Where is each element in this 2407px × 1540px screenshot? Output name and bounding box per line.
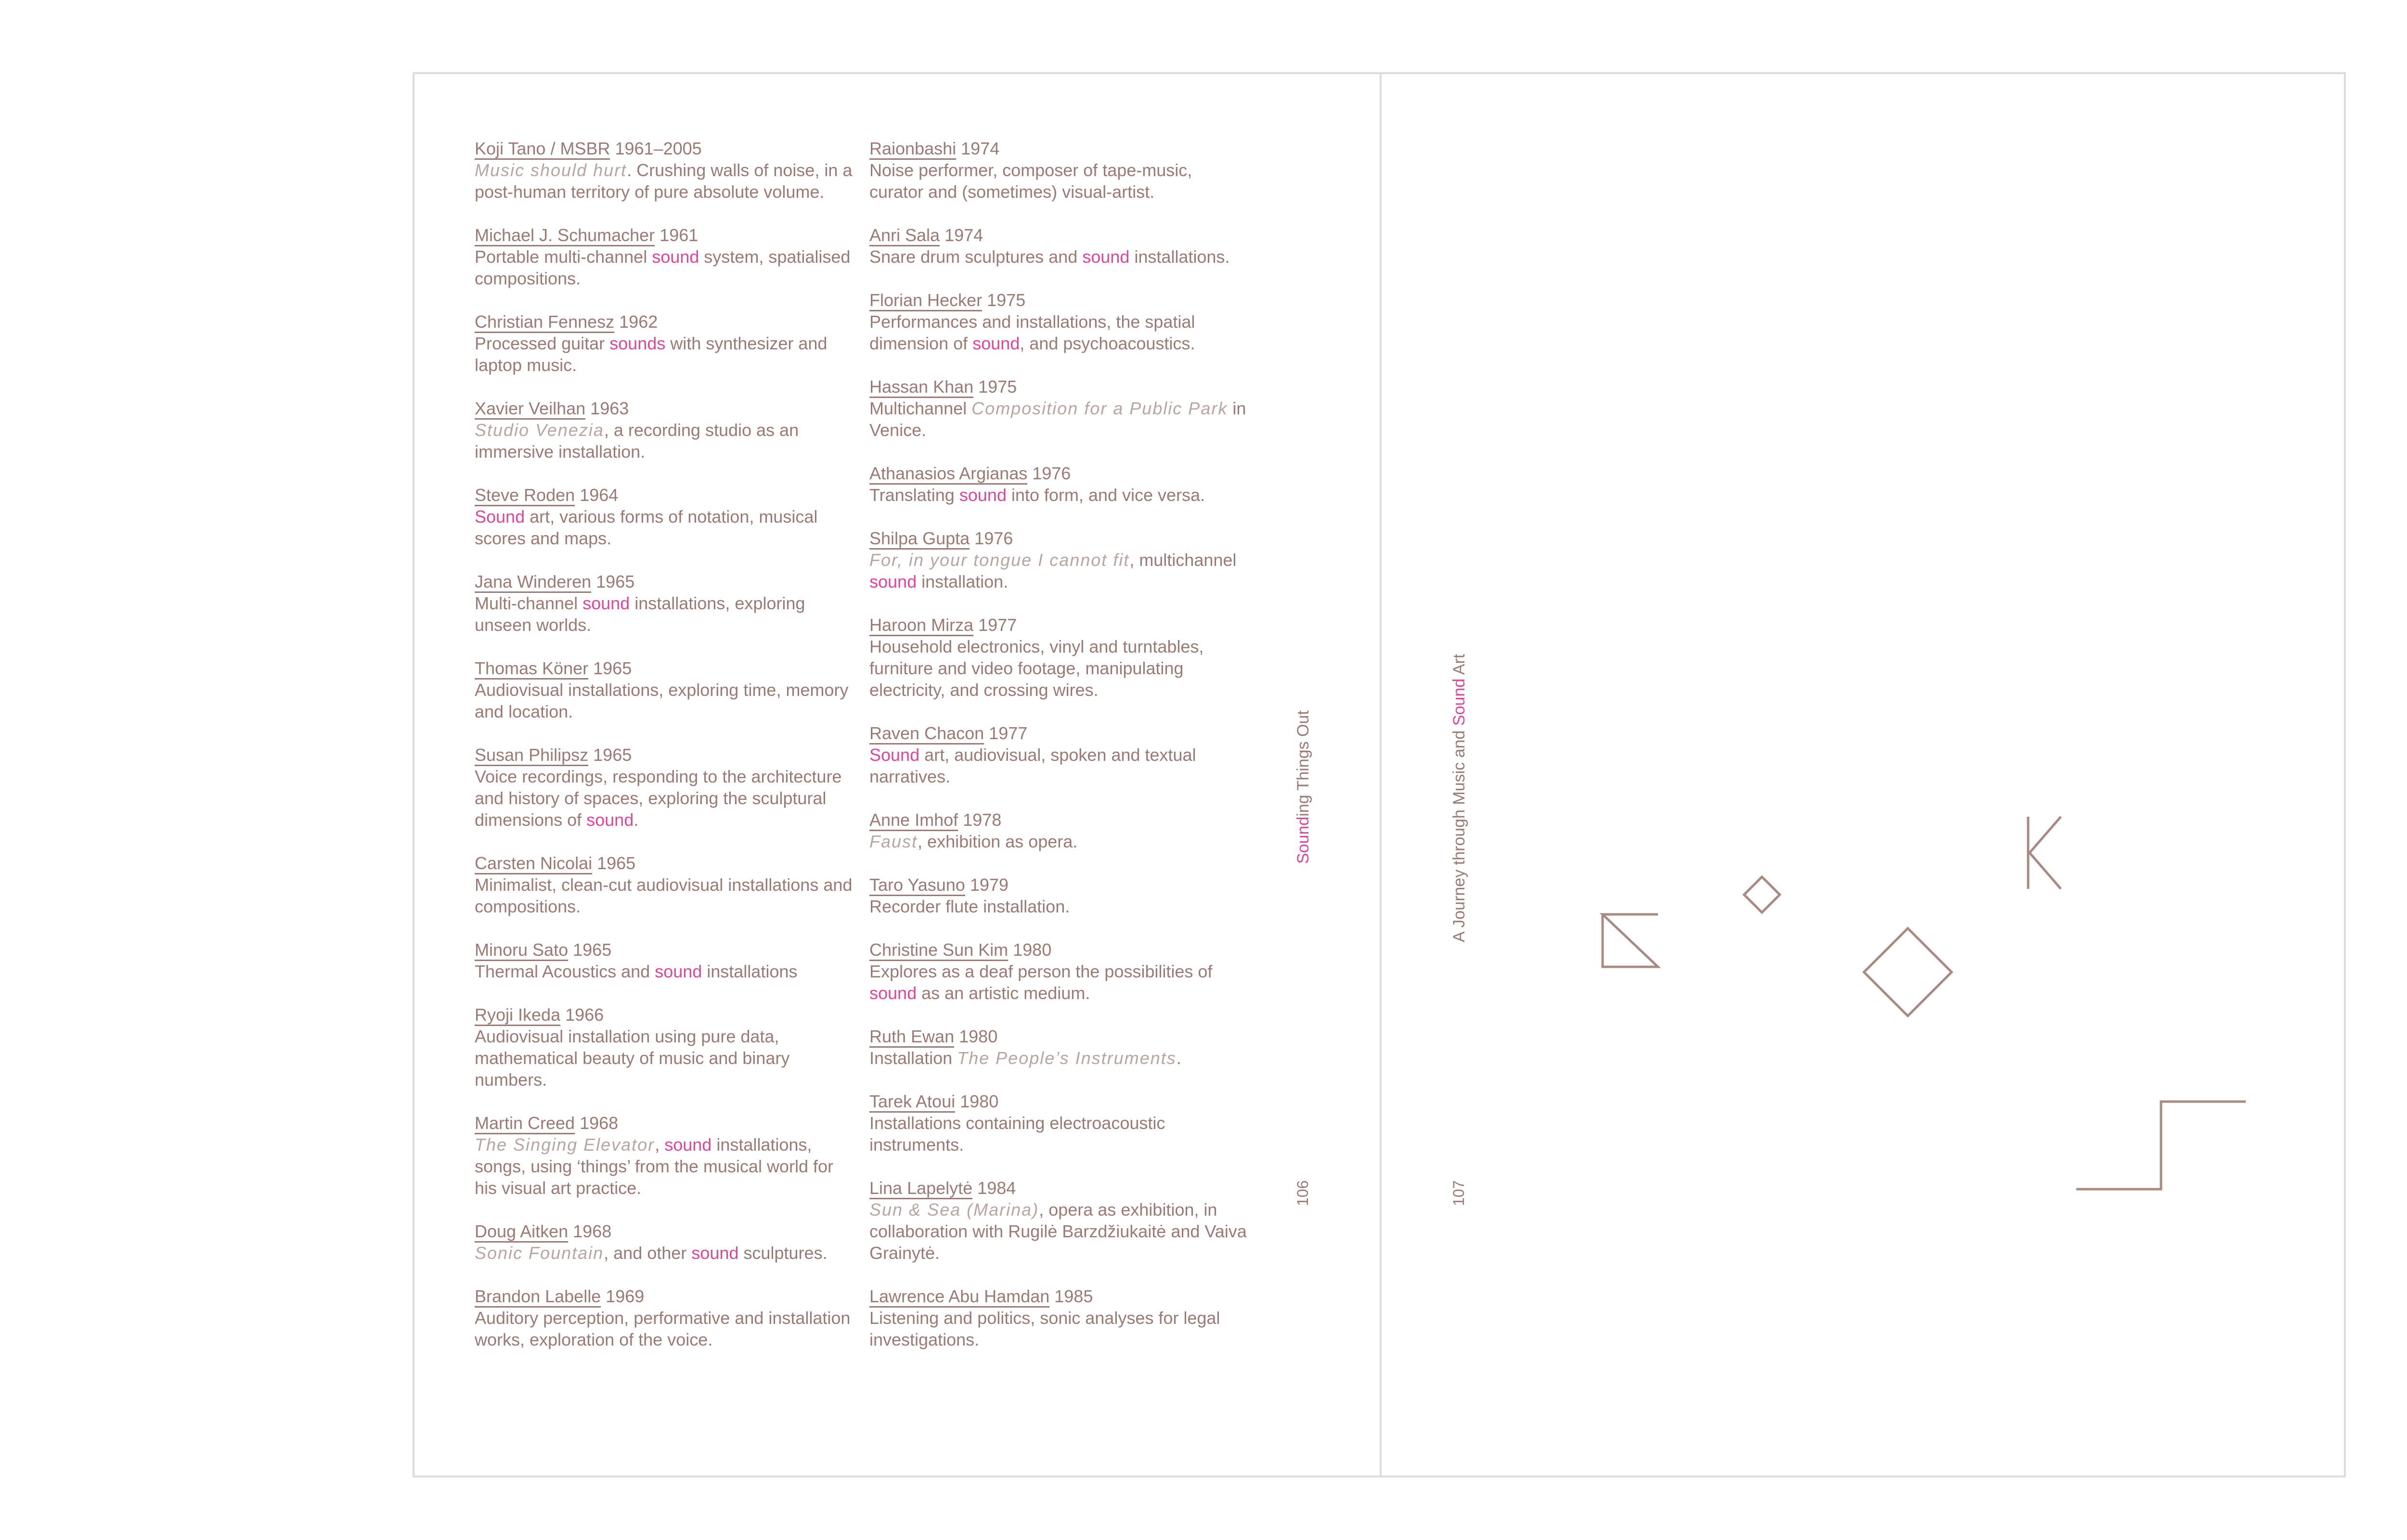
artist-years: 1965 bbox=[573, 940, 612, 960]
artist-name: Koji Tano / MSBR bbox=[475, 139, 610, 160]
sound-highlight: sound bbox=[586, 810, 634, 830]
artist-years: 1976 bbox=[1032, 463, 1071, 483]
artist-description: sculptures. bbox=[738, 1243, 828, 1263]
work-title: Music should hurt bbox=[475, 160, 627, 180]
artist-entry bbox=[869, 1091, 1250, 1155]
artist-name: Jana Winderen bbox=[475, 572, 591, 593]
artist-description: , a recording studio as an immersive installation. bbox=[475, 420, 799, 462]
artist-entry bbox=[475, 744, 855, 831]
artist-entry bbox=[869, 138, 1250, 203]
running-head-right-post: Art bbox=[1450, 654, 1468, 679]
artist-entry bbox=[475, 1285, 855, 1350]
artist-name: Taro Yasuno bbox=[869, 875, 965, 896]
artist-years: 1961–2005 bbox=[615, 139, 702, 158]
artist-description: Installation bbox=[869, 1048, 958, 1068]
artist-name: Susan Philipsz bbox=[475, 745, 588, 766]
artist-years: 1965 bbox=[593, 745, 632, 765]
artist-description: Portable multi-channel bbox=[475, 247, 652, 267]
artist-list-right-column bbox=[869, 138, 1250, 1350]
artist-entry bbox=[869, 874, 1250, 917]
artist-years: 1965 bbox=[596, 572, 635, 591]
artist-years: 1966 bbox=[565, 1005, 604, 1025]
artist-entry bbox=[869, 462, 1250, 506]
artist-years: 1975 bbox=[978, 377, 1017, 397]
artist-entry bbox=[869, 939, 1250, 1004]
artist-entry bbox=[869, 224, 1250, 268]
work-title: Composition for a Public Park bbox=[971, 398, 1228, 418]
artist-entry bbox=[475, 138, 855, 203]
artist-description: Noise performer, composer of tape-music, curator and (sometimes) visual-artist. bbox=[869, 160, 1192, 202]
artist-years: 1977 bbox=[989, 723, 1028, 743]
work-title: The Singing Elevator bbox=[475, 1135, 655, 1155]
artist-description: , exhibition as opera. bbox=[918, 832, 1078, 851]
artist-entry bbox=[475, 657, 855, 722]
artist-years: 1976 bbox=[974, 528, 1013, 548]
artist-description: art, audiovisual, spoken and textual narratives. bbox=[869, 745, 1196, 786]
sound-highlight: sound bbox=[869, 572, 917, 591]
artist-description: Auditory perception, performative and installation works, exploration of the voice. bbox=[475, 1308, 851, 1349]
artist-name: Haroon Mirza bbox=[869, 615, 973, 636]
artist-name: Doug Aitken bbox=[475, 1221, 568, 1243]
artist-description: . bbox=[1176, 1048, 1181, 1068]
artist-name: Brandon Labelle bbox=[475, 1286, 601, 1308]
artist-description: as an artistic medium. bbox=[917, 983, 1090, 1003]
page-number-left: 106 bbox=[1294, 1180, 1311, 1206]
artist-name: Xavier Veilhan bbox=[475, 398, 585, 420]
artist-entry bbox=[869, 1177, 1250, 1264]
artist-entry bbox=[475, 1112, 855, 1199]
sound-highlight: sound bbox=[869, 983, 917, 1003]
artist-entry bbox=[475, 852, 855, 917]
sound-highlight: Sound bbox=[475, 507, 525, 526]
artist-entry bbox=[869, 527, 1250, 592]
artist-entry bbox=[869, 376, 1250, 441]
artist-name: Florian Hecker bbox=[869, 290, 982, 311]
artist-entry bbox=[475, 311, 855, 376]
artist-name: Anri Sala bbox=[869, 225, 940, 246]
artist-years: 1975 bbox=[987, 290, 1026, 310]
sound-highlight: sound bbox=[664, 1135, 712, 1155]
artist-years: 1962 bbox=[619, 312, 658, 332]
artist-description: with synthesizer and laptop music. bbox=[475, 334, 828, 375]
work-title: Sonic Fountain bbox=[475, 1243, 604, 1263]
artist-name: Minoru Sato bbox=[475, 940, 568, 961]
artist-description: Explores as a deaf person the possibilities of bbox=[869, 962, 1213, 981]
artist-years: 1980 bbox=[1013, 940, 1052, 960]
artist-description: into form, and vice versa. bbox=[1006, 485, 1205, 505]
page-number-right: 107 bbox=[1450, 1180, 1467, 1206]
artist-name: Steve Roden bbox=[475, 485, 575, 506]
artist-years: 1974 bbox=[945, 225, 984, 245]
artist-entry bbox=[475, 939, 855, 982]
artist-years: 1985 bbox=[1054, 1286, 1093, 1306]
artist-entry bbox=[475, 1220, 855, 1264]
running-head-left-text: ing Things Out bbox=[1294, 710, 1312, 817]
running-head-left bbox=[1294, 710, 1313, 864]
artist-name: Martin Creed bbox=[475, 1113, 575, 1134]
artist-years: 1965 bbox=[597, 853, 636, 873]
running-head-right-highlight: Sound bbox=[1450, 678, 1468, 726]
artist-description: Snare drum sculptures and bbox=[869, 247, 1083, 267]
sound-highlight: sound bbox=[652, 247, 699, 267]
artist-years: 1968 bbox=[573, 1221, 612, 1241]
artist-description: Performances and installations, the spatial dimension of bbox=[869, 312, 1195, 353]
artist-entry bbox=[475, 1004, 855, 1091]
artist-entry bbox=[869, 1285, 1250, 1350]
artist-name: Thomas Köner bbox=[475, 658, 588, 680]
artist-name: Raionbashi bbox=[869, 139, 956, 160]
artist-description: Minimalist, clean-cut audiovisual installations and compositions. bbox=[475, 875, 853, 916]
artist-years: 1977 bbox=[978, 615, 1017, 635]
artist-description: Audiovisual installations, exploring time, memory and location. bbox=[475, 680, 849, 721]
artist-entry bbox=[869, 809, 1250, 852]
artist-name: Christian Fennesz bbox=[475, 312, 614, 333]
artist-description: Listening and politics, sonic analyses for legal investigations. bbox=[869, 1308, 1220, 1349]
artist-description: Installations containing electroacoustic instruments. bbox=[869, 1113, 1165, 1155]
artist-name: Hassan Khan bbox=[869, 377, 973, 398]
artist-name: Carsten Nicolai bbox=[475, 853, 592, 874]
artist-entry bbox=[475, 484, 855, 549]
artist-name: Michael J. Schumacher bbox=[475, 225, 655, 246]
artist-description: installations, exploring unseen worlds. bbox=[475, 593, 805, 635]
artist-description: , multichannel bbox=[1129, 550, 1237, 570]
artist-description: Translating bbox=[869, 485, 959, 505]
artist-description: . bbox=[634, 810, 639, 830]
sound-highlight: sound bbox=[972, 334, 1020, 353]
running-head-right bbox=[1450, 654, 1469, 942]
artist-list-left-column bbox=[475, 138, 855, 1350]
running-head-right-pre: A Journey through Music and bbox=[1450, 726, 1468, 942]
artist-name: Ruth Ewan bbox=[869, 1027, 954, 1048]
sound-highlight: sounds bbox=[609, 334, 666, 353]
artist-entry bbox=[475, 398, 855, 462]
artist-description: installations bbox=[702, 962, 798, 981]
artist-entry bbox=[869, 722, 1250, 787]
artist-description: , opera as exhibition, in collaboration with Rugilė Barzdžiukaitė and Vaiva Grainytė. bbox=[869, 1200, 1247, 1263]
artist-years: 1964 bbox=[580, 485, 619, 505]
artist-description: installations. bbox=[1129, 247, 1230, 267]
artist-name: Ryoji Ikeda bbox=[475, 1005, 560, 1026]
artist-entry bbox=[869, 289, 1250, 354]
artist-description: installations, songs, using ‘things’ from the musical world for his visual art practice. bbox=[475, 1135, 833, 1198]
sound-highlight: sound bbox=[1082, 247, 1130, 267]
sound-highlight: sound bbox=[959, 485, 1007, 505]
sound-highlight: sound bbox=[582, 593, 630, 613]
artist-description: Processed guitar bbox=[475, 334, 610, 353]
artist-years: 1968 bbox=[580, 1113, 619, 1133]
artist-description: , and other bbox=[604, 1243, 692, 1263]
artist-description: Voice recordings, responding to the architecture and history of spaces, exploring the sculptural dimensions of bbox=[475, 767, 842, 830]
artist-description: installation. bbox=[917, 572, 1009, 591]
work-title: Sun & Sea (Marina) bbox=[869, 1200, 1039, 1219]
artist-name: Raven Chacon bbox=[869, 723, 984, 744]
sound-highlight: sound bbox=[655, 962, 702, 981]
artist-description: . Crushing walls of noise, in a post-human territory of pure absolute volume. bbox=[475, 160, 853, 202]
artist-years: 1979 bbox=[970, 875, 1009, 895]
artist-description: Multi-channel bbox=[475, 593, 583, 613]
artist-name: Christine Sun Kim bbox=[869, 940, 1008, 961]
artist-description: Household electronics, vinyl and turntables, furniture and video footage, manipulating electricity, and crossing wires. bbox=[869, 637, 1204, 700]
artist-description: Thermal Acoustics and bbox=[475, 962, 655, 981]
artist-description: , bbox=[655, 1135, 665, 1155]
running-head-left-highlight: Sound bbox=[1294, 816, 1312, 864]
work-title: The People’s Instruments bbox=[957, 1048, 1177, 1068]
artist-name: Lina Lapelytė bbox=[869, 1178, 972, 1199]
artist-entry bbox=[475, 224, 855, 289]
artist-entry bbox=[475, 571, 855, 636]
artist-name: Athanasios Argianas bbox=[869, 463, 1027, 485]
artist-description: Recorder flute installation. bbox=[869, 897, 1070, 916]
work-title: For, in your tongue I cannot fit bbox=[869, 550, 1130, 570]
artist-years: 1980 bbox=[959, 1027, 998, 1046]
artist-years: 1984 bbox=[977, 1178, 1016, 1198]
artist-description: Multichannel bbox=[869, 398, 972, 418]
artist-description: art, various forms of notation, musical scores and maps. bbox=[475, 507, 818, 548]
artist-entry bbox=[869, 1026, 1250, 1069]
artist-years: 1963 bbox=[590, 398, 629, 418]
artist-name: Tarek Atoui bbox=[869, 1091, 955, 1113]
artist-name: Anne Imhof bbox=[869, 810, 958, 831]
artist-name: Shilpa Gupta bbox=[869, 528, 970, 550]
artist-years: 1969 bbox=[606, 1286, 645, 1306]
artist-years: 1965 bbox=[593, 658, 632, 678]
artist-description: system, spatialised compositions. bbox=[475, 247, 851, 288]
work-title: Studio Venezia bbox=[475, 420, 604, 440]
artist-name: Lawrence Abu Hamdan bbox=[869, 1286, 1049, 1308]
artist-years: 1961 bbox=[660, 225, 699, 245]
sound-highlight: Sound bbox=[869, 745, 920, 765]
artist-years: 1974 bbox=[961, 139, 1000, 158]
artist-years: 1980 bbox=[960, 1091, 999, 1111]
book-spine bbox=[1380, 72, 1382, 1477]
artist-description: Audiovisual installation using pure data, mathematical beauty of music and binary numbers. bbox=[475, 1027, 790, 1090]
artist-entry bbox=[869, 614, 1250, 701]
artist-description: in Venice. bbox=[869, 398, 1246, 440]
artist-description: , and psychoacoustics. bbox=[1020, 334, 1195, 353]
sound-highlight: sound bbox=[691, 1243, 739, 1263]
artist-years: 1978 bbox=[963, 810, 1002, 830]
work-title: Faust bbox=[869, 832, 918, 851]
